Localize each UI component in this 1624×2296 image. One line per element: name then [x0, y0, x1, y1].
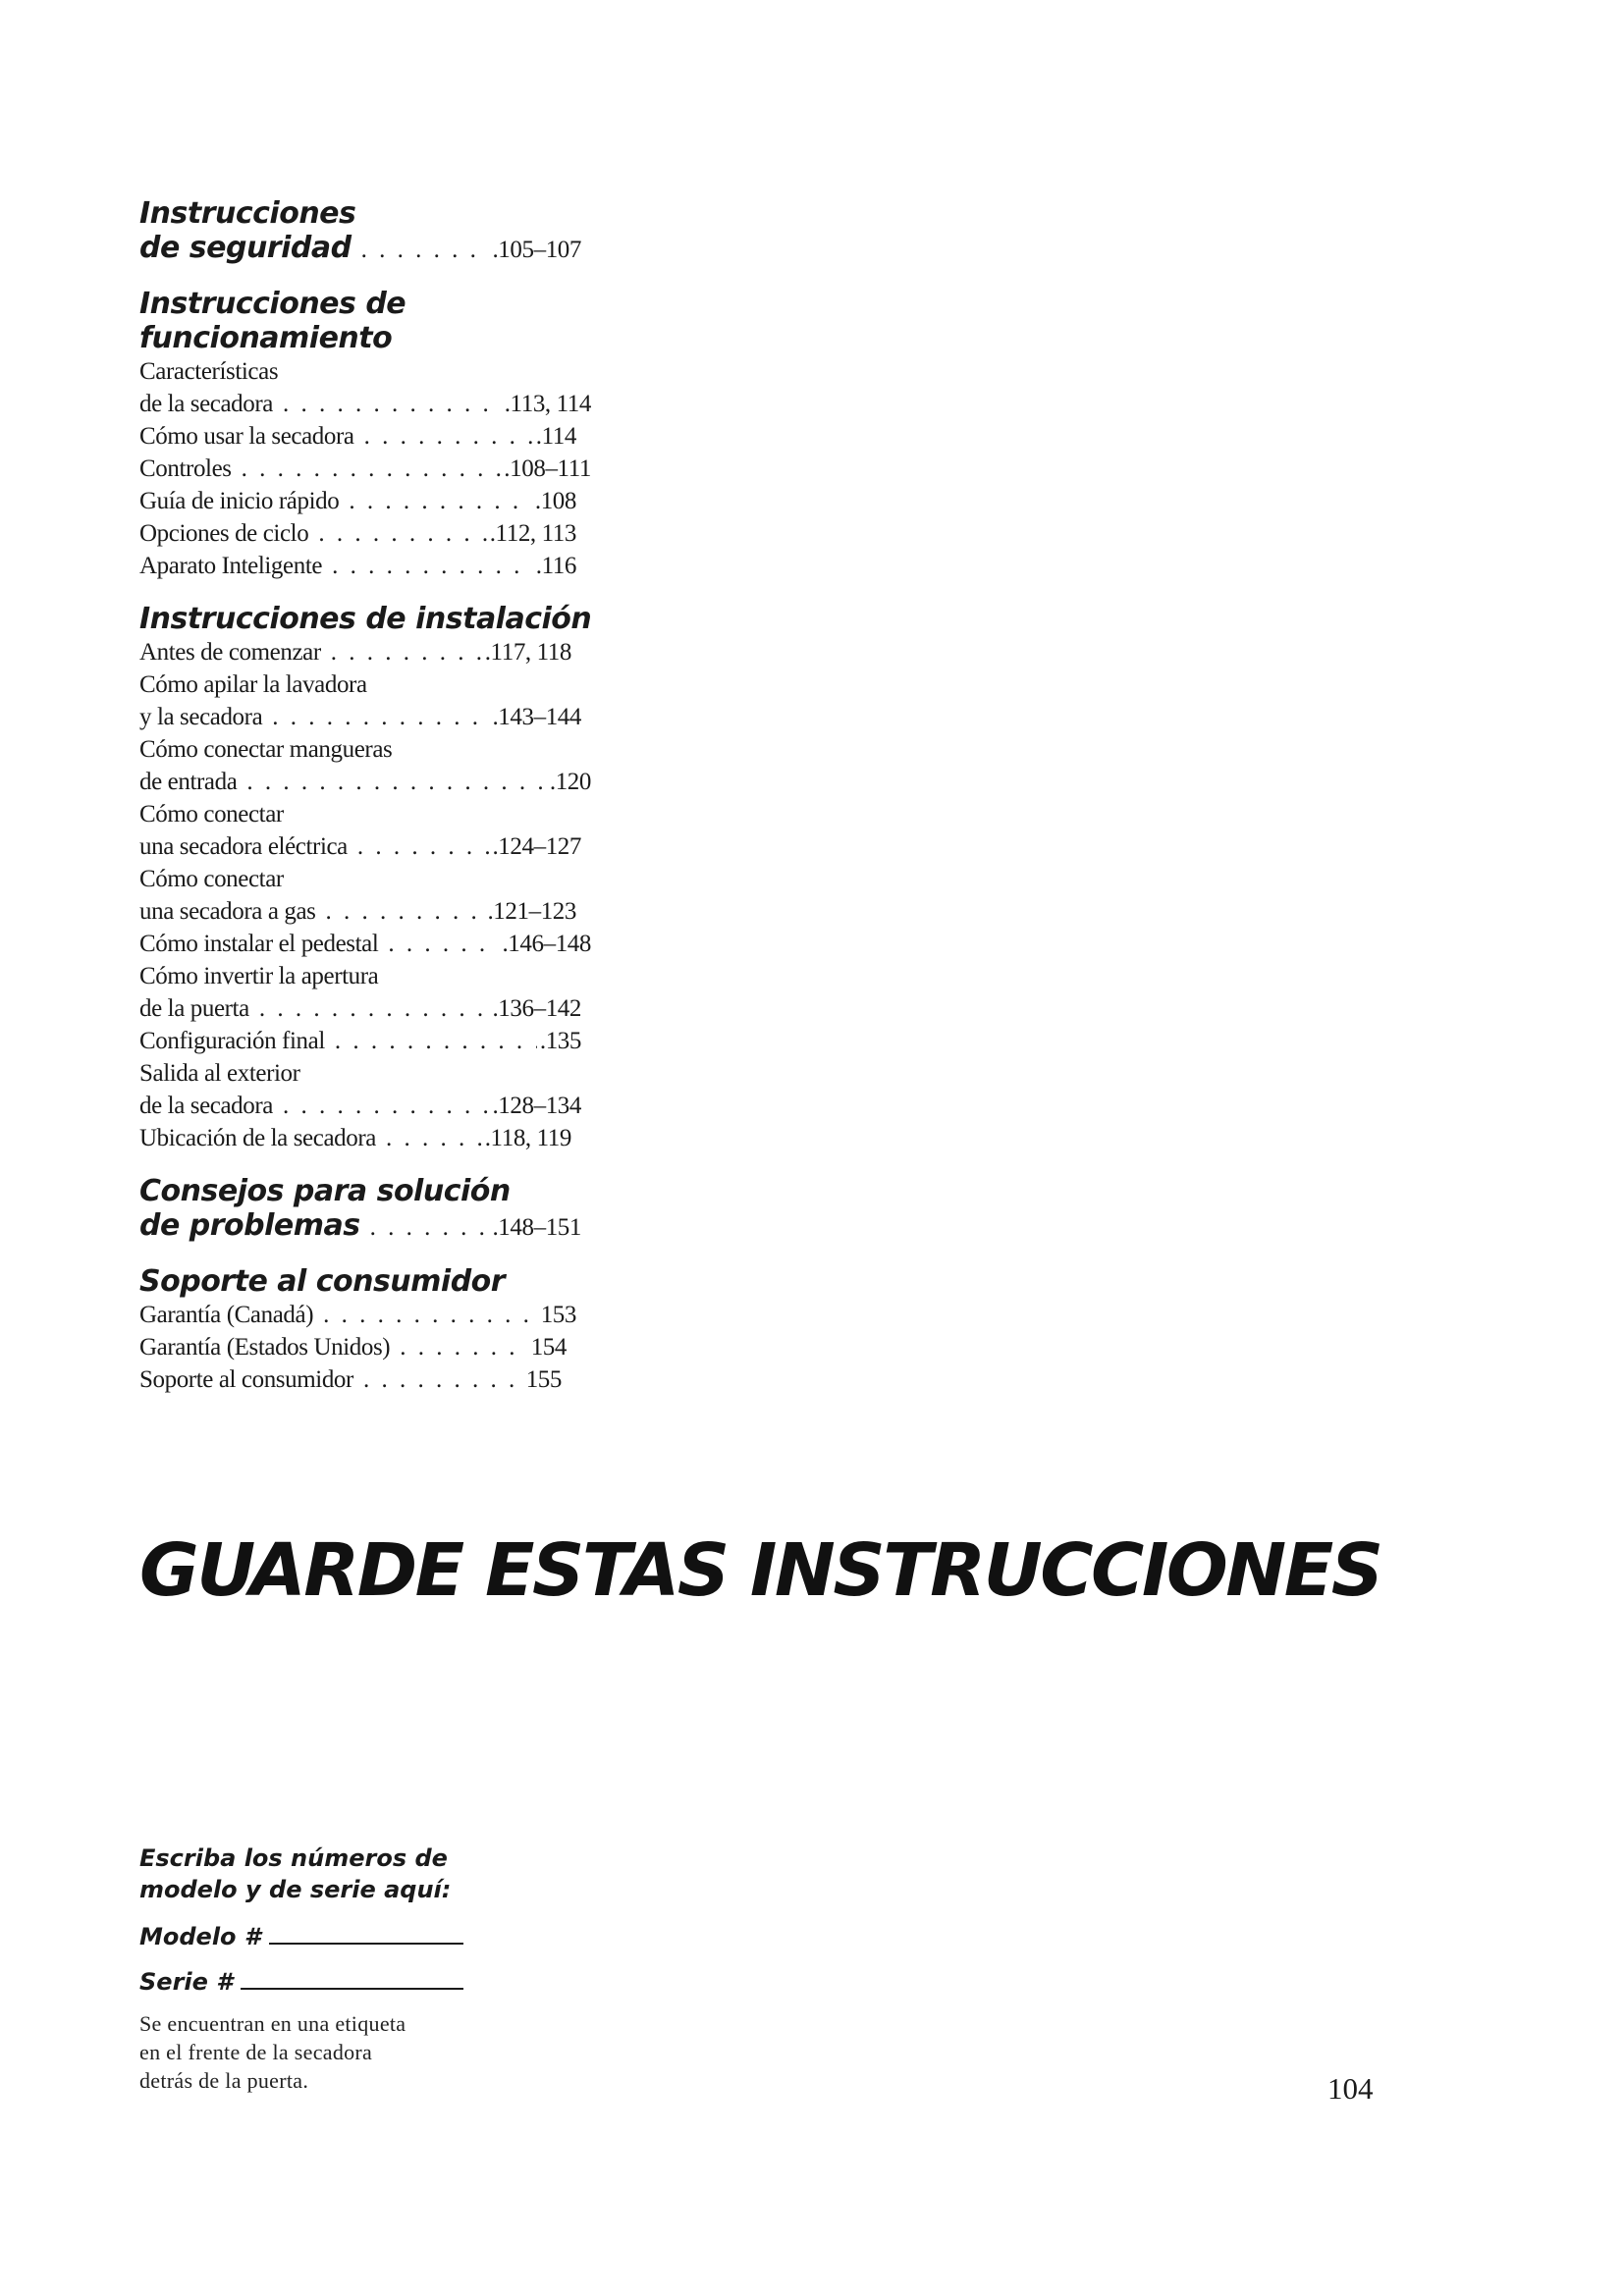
toc-section-safety: [139, 196, 650, 267]
toc-entry-page: .112, 113: [489, 520, 576, 547]
toc-entry-label: de la puerta: [139, 995, 249, 1022]
label-location-note: [139, 2009, 463, 2095]
toc-heading-troubleshooting-line1: Consejos para solución: [139, 1174, 511, 1208]
leader-dots: [335, 1025, 537, 1057]
leader-dots: [400, 1331, 527, 1363]
toc-entry-page: .114: [535, 423, 576, 450]
toc-entry-label: Cómo instalar el pedestal: [139, 931, 379, 957]
toc-entry-label: y la secadora: [139, 704, 263, 730]
toc-entry-features-line1: Características: [139, 358, 279, 385]
leader-dots: [364, 420, 533, 453]
toc-entry-page: .146–148: [502, 931, 591, 957]
toc-entry-label: Soporte al consumidor: [139, 1366, 353, 1393]
toc-entry-before[interactable]: [139, 636, 571, 668]
toc-heading-troubleshooting-line2[interactable]: [139, 1208, 581, 1245]
toc-entry-gas[interactable]: [139, 895, 576, 928]
leader-dots: [259, 992, 490, 1025]
toc-entry-page: .113, 114: [504, 391, 591, 417]
leader-dots: [318, 517, 486, 550]
serial-number-blank[interactable]: [241, 1964, 463, 1990]
toc-section-installation: [139, 602, 650, 1154]
toc-entry-page: 155: [525, 1366, 562, 1393]
toc-entry-features[interactable]: [139, 388, 591, 420]
toc-entry-page: .116: [535, 553, 576, 579]
toc-entry-page: .117, 118: [484, 639, 571, 666]
toc-entry-exhaust[interactable]: [139, 1090, 581, 1122]
toc-entry-hoses-line1: Cómo conectar mangueras: [139, 736, 393, 763]
leader-dots: [283, 388, 502, 420]
toc-entry-label: Controles: [139, 455, 232, 482]
toc-entry-label: Antes de comenzar: [139, 639, 321, 666]
serial-number-label: Serie #: [139, 1968, 233, 1996]
toc-entry-warranty-canada[interactable]: [139, 1299, 576, 1331]
toc-heading-installation: Instrucciones de instalación: [139, 602, 592, 636]
toc-entry-hoses[interactable]: [139, 766, 591, 798]
leader-dots: [283, 1090, 489, 1122]
toc-entry-gas-line1: Cómo conectar: [139, 866, 284, 892]
toc-entry-page: .121–123: [487, 898, 576, 925]
leader-dots: [242, 453, 502, 485]
leader-dots: [326, 895, 485, 928]
toc-page-safety: .105–107: [492, 237, 581, 263]
leader-dots: [246, 766, 546, 798]
model-serial-box: [139, 1842, 463, 2095]
model-number-field[interactable]: [139, 1919, 463, 1950]
toc-entry-door-line1: Cómo invertir la apertura: [139, 963, 379, 989]
toc-entry-door[interactable]: [139, 992, 581, 1025]
note-line3: detrás de la puerta.: [139, 2068, 309, 2093]
toc-entry-page: .108–111: [504, 455, 591, 482]
toc-entry-smart-appliance[interactable]: [139, 550, 576, 582]
toc-entry-page: .108: [534, 488, 576, 514]
toc-entry-label: una secadora eléctrica: [139, 833, 348, 860]
toc-entry-page: .124–127: [492, 833, 581, 860]
toc-entry-page: .143–144: [492, 704, 581, 730]
toc-entry-label: Garantía (Estados Unidos): [139, 1334, 391, 1361]
toc-entry-label: Aparato Inteligente: [139, 553, 323, 579]
leader-dots: [323, 1299, 538, 1331]
toc-entry-location[interactable]: [139, 1122, 571, 1154]
toc-entry-warranty-us[interactable]: [139, 1331, 567, 1363]
leader-dots: [361, 233, 490, 267]
leader-dots: [357, 830, 490, 863]
toc-page-troubleshooting: .148–151: [492, 1214, 581, 1241]
toc-entry-page: .128–134: [492, 1093, 581, 1119]
page-number: 104: [1327, 2071, 1374, 2106]
toc-entry-quick-start[interactable]: [139, 485, 576, 517]
leader-dots: [388, 928, 499, 960]
toc-entry-page: .118, 119: [484, 1125, 571, 1151]
toc-entry-electric-line1: Cómo conectar: [139, 801, 284, 828]
toc-section-operating: [139, 287, 650, 582]
toc-entry-exhaust-line1: Salida al exterior: [139, 1060, 300, 1087]
model-number-blank[interactable]: [269, 1919, 463, 1945]
leader-dots: [332, 550, 533, 582]
serial-number-field[interactable]: [139, 1964, 463, 1996]
leader-dots: [386, 1122, 482, 1154]
toc-entry-pedestal[interactable]: [139, 928, 591, 960]
leader-dots: [370, 1210, 490, 1245]
toc-heading-troubleshooting-text: de problemas: [139, 1208, 360, 1243]
table-of-contents: [139, 196, 650, 1415]
toc-entry-label: Cómo usar la secadora: [139, 423, 354, 450]
toc-entry-label: una secadora a gas: [139, 898, 316, 925]
toc-entry-page: 153: [540, 1302, 576, 1328]
leader-dots: [349, 485, 532, 517]
toc-heading-support: Soporte al consumidor: [139, 1264, 506, 1299]
toc-section-troubleshooting: [139, 1174, 650, 1245]
serial-intro-line2: modelo y de serie aquí:: [139, 1876, 452, 1903]
leader-dots: [331, 636, 482, 668]
toc-entry-label: Garantía (Canadá): [139, 1302, 314, 1328]
toc-entry-final[interactable]: [139, 1025, 581, 1057]
toc-entry-how-to-use[interactable]: [139, 420, 576, 453]
toc-entry-label: Guía de inicio rápido: [139, 488, 340, 514]
save-instructions-banner: GUARDE ESTAS INSTRUCCIONES: [139, 1528, 1381, 1613]
toc-heading-operating: Instrucciones de funcionamiento: [139, 287, 406, 355]
leader-dots: [272, 701, 489, 733]
toc-entry-page: .120: [549, 769, 591, 795]
toc-entry-stack-line1: Cómo apilar la lavadora: [139, 671, 367, 698]
serial-intro-line1: Escriba los números de: [139, 1844, 448, 1872]
toc-entry-page: .136–142: [492, 995, 581, 1022]
toc-entry-consumer-support[interactable]: [139, 1363, 562, 1396]
toc-entry-label: Ubicación de la secadora: [139, 1125, 376, 1151]
toc-entry-label: de entrada: [139, 769, 238, 795]
note-line2: en el frente de la secadora: [139, 2040, 373, 2064]
toc-entry-label: Opciones de ciclo: [139, 520, 309, 547]
model-number-label: Modelo #: [139, 1923, 261, 1950]
toc-entry-cycle-options[interactable]: [139, 517, 576, 550]
toc-entry-electric[interactable]: [139, 830, 581, 863]
toc-heading-safety-line2[interactable]: [139, 231, 581, 267]
toc-entry-controls[interactable]: [139, 453, 591, 485]
toc-heading-safety-text: de seguridad: [139, 231, 352, 265]
toc-entry-label: de la secadora: [139, 391, 273, 417]
toc-entry-page: 154: [530, 1334, 567, 1361]
toc-entry-label: Configuración final: [139, 1028, 325, 1054]
leader-dots: [363, 1363, 523, 1396]
toc-entry-stack[interactable]: [139, 701, 581, 733]
note-line1: Se encuentran en una etiqueta: [139, 2011, 406, 2036]
toc-heading-safety-line1: Instrucciones: [139, 196, 356, 231]
toc-entry-page: .135: [539, 1028, 581, 1054]
toc-section-support: [139, 1264, 650, 1396]
toc-entry-label: de la secadora: [139, 1093, 273, 1119]
